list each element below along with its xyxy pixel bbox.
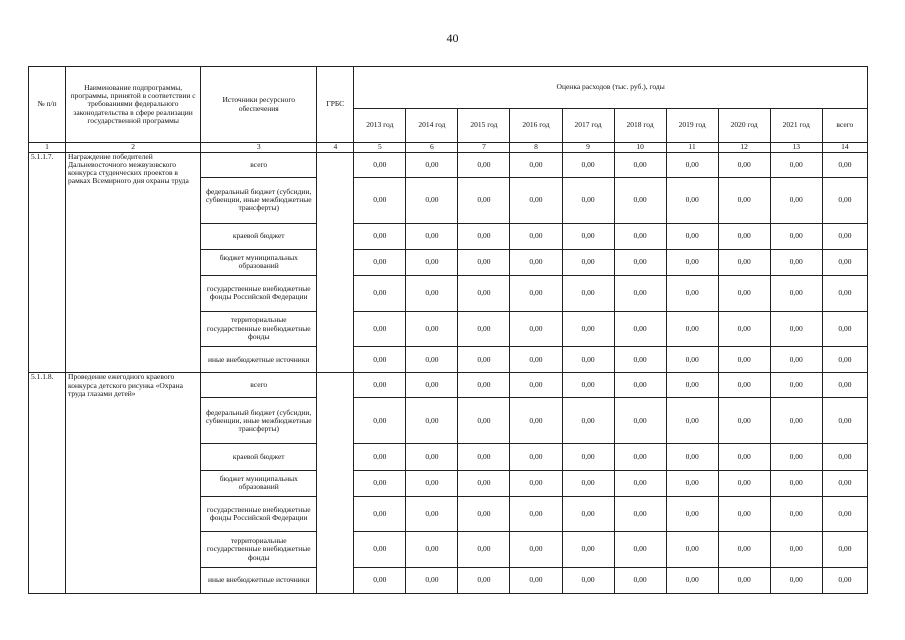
amount-cell: 0,00	[718, 152, 770, 177]
header-estimate: Оценка расходов (тыс. руб.), годы	[354, 67, 868, 109]
amount-cell: 0,00	[718, 276, 770, 312]
amount-cell: 0,00	[822, 470, 867, 496]
amount-cell: 0,00	[562, 276, 614, 312]
column-number-row	[29, 143, 868, 153]
column-number: 3	[201, 143, 317, 153]
amount-cell: 0,00	[354, 567, 406, 593]
amount-cell: 0,00	[614, 532, 666, 568]
amount-cell: 0,00	[406, 347, 458, 373]
amount-cell: 0,00	[822, 152, 867, 177]
amount-cell: 0,00	[822, 398, 867, 444]
amount-cell: 0,00	[614, 347, 666, 373]
amount-cell: 0,00	[770, 347, 822, 373]
amount-cell: 0,00	[718, 532, 770, 568]
amount-cell: 0,00	[718, 398, 770, 444]
amount-cell: 0,00	[510, 347, 562, 373]
header-name: Наименование подпрограммы, программы, принятой в соответствии с требованиями федерального законодательства в сфере реализации государственной программы	[66, 67, 201, 143]
header-year: 2013 год	[354, 109, 406, 143]
amount-cell: 0,00	[666, 223, 718, 249]
column-number: 8	[510, 143, 562, 153]
column-number: 11	[666, 143, 718, 153]
amount-cell: 0,00	[510, 470, 562, 496]
funding-source: всего	[201, 152, 317, 177]
amount-cell: 0,00	[458, 177, 510, 223]
amount-cell: 0,00	[770, 567, 822, 593]
amount-cell: 0,00	[822, 444, 867, 470]
amount-cell: 0,00	[354, 177, 406, 223]
amount-cell: 0,00	[770, 398, 822, 444]
header-year: 2019 год	[666, 109, 718, 143]
amount-cell: 0,00	[406, 249, 458, 275]
funding-source: бюджет муниципальных образований	[201, 249, 317, 275]
amount-cell: 0,00	[770, 470, 822, 496]
funding-source: краевой бюджет	[201, 223, 317, 249]
amount-cell: 0,00	[510, 223, 562, 249]
column-number: 4	[317, 143, 354, 153]
amount-cell: 0,00	[666, 152, 718, 177]
header-year: 2020 год	[718, 109, 770, 143]
amount-cell: 0,00	[614, 249, 666, 275]
amount-cell: 0,00	[354, 496, 406, 532]
column-number: 14	[822, 143, 867, 153]
header-source: Источники ресурсного обеспечения	[201, 67, 317, 143]
grbs-cell	[317, 152, 354, 373]
amount-cell: 0,00	[666, 444, 718, 470]
funding-source: иные внебюджетные источники	[201, 567, 317, 593]
column-number: 13	[770, 143, 822, 153]
amount-cell: 0,00	[770, 223, 822, 249]
amount-cell: 0,00	[406, 311, 458, 347]
amount-cell: 0,00	[510, 532, 562, 568]
amount-cell: 0,00	[406, 398, 458, 444]
amount-cell: 0,00	[666, 347, 718, 373]
amount-cell: 0,00	[718, 470, 770, 496]
amount-cell: 0,00	[458, 249, 510, 275]
amount-cell: 0,00	[562, 347, 614, 373]
funding-source: иные внебюджетные источники	[201, 347, 317, 373]
amount-cell: 0,00	[510, 398, 562, 444]
amount-cell: 0,00	[510, 152, 562, 177]
header-year: 2021 год	[770, 109, 822, 143]
funding-source: территориальные государственные внебюджетные фонды	[201, 311, 317, 347]
amount-cell: 0,00	[562, 152, 614, 177]
amount-cell: 0,00	[666, 249, 718, 275]
amount-cell: 0,00	[354, 223, 406, 249]
header-year: 2015 год	[458, 109, 510, 143]
amount-cell: 0,00	[770, 373, 822, 398]
header-year: 2016 год	[510, 109, 562, 143]
amount-cell: 0,00	[822, 567, 867, 593]
amount-cell: 0,00	[822, 276, 867, 312]
amount-cell: 0,00	[406, 496, 458, 532]
amount-cell: 0,00	[614, 311, 666, 347]
amount-cell: 0,00	[666, 532, 718, 568]
amount-cell: 0,00	[510, 177, 562, 223]
amount-cell: 0,00	[406, 373, 458, 398]
funding-source: краевой бюджет	[201, 444, 317, 470]
amount-cell: 0,00	[562, 223, 614, 249]
amount-cell: 0,00	[354, 152, 406, 177]
amount-cell: 0,00	[666, 276, 718, 312]
column-number: 12	[718, 143, 770, 153]
amount-cell: 0,00	[718, 177, 770, 223]
amount-cell: 0,00	[614, 444, 666, 470]
column-number: 7	[458, 143, 510, 153]
amount-cell: 0,00	[666, 398, 718, 444]
amount-cell: 0,00	[718, 311, 770, 347]
amount-cell: 0,00	[510, 444, 562, 470]
amount-cell: 0,00	[718, 373, 770, 398]
budget-table	[28, 66, 868, 594]
column-number: 6	[406, 143, 458, 153]
amount-cell: 0,00	[562, 249, 614, 275]
amount-cell: 0,00	[614, 276, 666, 312]
amount-cell: 0,00	[354, 470, 406, 496]
amount-cell: 0,00	[354, 398, 406, 444]
amount-cell: 0,00	[406, 532, 458, 568]
amount-cell: 0,00	[406, 177, 458, 223]
amount-cell: 0,00	[458, 311, 510, 347]
amount-cell: 0,00	[510, 276, 562, 312]
amount-cell: 0,00	[666, 470, 718, 496]
amount-cell: 0,00	[770, 249, 822, 275]
column-number: 2	[66, 143, 201, 153]
funding-source: бюджет муниципальных образований	[201, 470, 317, 496]
amount-cell: 0,00	[822, 177, 867, 223]
amount-cell: 0,00	[458, 398, 510, 444]
amount-cell: 0,00	[406, 223, 458, 249]
header-total: всего	[822, 109, 867, 143]
amount-cell: 0,00	[718, 496, 770, 532]
amount-cell: 0,00	[354, 373, 406, 398]
amount-cell: 0,00	[458, 373, 510, 398]
amount-cell: 0,00	[822, 347, 867, 373]
section-code: 5.1.1.7.	[29, 152, 66, 373]
amount-cell: 0,00	[822, 373, 867, 398]
amount-cell: 0,00	[614, 470, 666, 496]
amount-cell: 0,00	[406, 152, 458, 177]
amount-cell: 0,00	[510, 249, 562, 275]
funding-source: государственные внебюджетные фонды Российской Федерации	[201, 496, 317, 532]
amount-cell: 0,00	[458, 444, 510, 470]
table-row	[29, 373, 868, 398]
column-number: 10	[614, 143, 666, 153]
amount-cell: 0,00	[770, 532, 822, 568]
header-year: 2014 год	[406, 109, 458, 143]
amount-cell: 0,00	[510, 373, 562, 398]
amount-cell: 0,00	[406, 444, 458, 470]
header-year: 2018 год	[614, 109, 666, 143]
amount-cell: 0,00	[666, 311, 718, 347]
amount-cell: 0,00	[562, 496, 614, 532]
amount-cell: 0,00	[666, 496, 718, 532]
header-num: № п/п	[29, 67, 66, 143]
amount-cell: 0,00	[562, 373, 614, 398]
amount-cell: 0,00	[354, 276, 406, 312]
amount-cell: 0,00	[458, 496, 510, 532]
funding-source: всего	[201, 373, 317, 398]
amount-cell: 0,00	[718, 567, 770, 593]
amount-cell: 0,00	[562, 177, 614, 223]
amount-cell: 0,00	[666, 567, 718, 593]
section-title: Награждение победителей Дальневосточного межвузовского конкурса студенческих проектов в рамках Всемирного дня охраны труда	[66, 152, 201, 373]
amount-cell: 0,00	[354, 311, 406, 347]
table-row	[29, 152, 868, 177]
amount-cell: 0,00	[614, 177, 666, 223]
amount-cell: 0,00	[562, 567, 614, 593]
amount-cell: 0,00	[718, 444, 770, 470]
amount-cell: 0,00	[510, 496, 562, 532]
grbs-cell	[317, 373, 354, 594]
amount-cell: 0,00	[354, 444, 406, 470]
amount-cell: 0,00	[354, 532, 406, 568]
section-title: Проведение ежегодного краевого конкурса детского рисунка «Охрана труда глазами детей»	[66, 373, 201, 594]
amount-cell: 0,00	[718, 249, 770, 275]
funding-source: государственные внебюджетные фонды Российской Федерации	[201, 276, 317, 312]
amount-cell: 0,00	[562, 470, 614, 496]
amount-cell: 0,00	[510, 311, 562, 347]
amount-cell: 0,00	[458, 223, 510, 249]
amount-cell: 0,00	[562, 311, 614, 347]
column-number: 9	[562, 143, 614, 153]
amount-cell: 0,00	[666, 177, 718, 223]
header-year: 2017 год	[562, 109, 614, 143]
amount-cell: 0,00	[614, 496, 666, 532]
amount-cell: 0,00	[562, 444, 614, 470]
page-number: 40	[446, 31, 459, 45]
amount-cell: 0,00	[770, 177, 822, 223]
section-code: 5.1.1.8.	[29, 373, 66, 594]
amount-cell: 0,00	[614, 223, 666, 249]
funding-source: территориальные государственные внебюджетные фонды	[201, 532, 317, 568]
amount-cell: 0,00	[614, 398, 666, 444]
amount-cell: 0,00	[406, 567, 458, 593]
amount-cell: 0,00	[822, 223, 867, 249]
amount-cell: 0,00	[406, 470, 458, 496]
column-number: 5	[354, 143, 406, 153]
funding-source: федеральный бюджет (субсидии, субвенции, иные межбюджетные трансферты)	[201, 177, 317, 223]
column-number: 1	[29, 143, 66, 153]
amount-cell: 0,00	[614, 373, 666, 398]
amount-cell: 0,00	[354, 347, 406, 373]
amount-cell: 0,00	[770, 152, 822, 177]
amount-cell: 0,00	[562, 532, 614, 568]
amount-cell: 0,00	[770, 496, 822, 532]
amount-cell: 0,00	[822, 496, 867, 532]
amount-cell: 0,00	[458, 152, 510, 177]
funding-source: федеральный бюджет (субсидии, субвенции, иные межбюджетные трансферты)	[201, 398, 317, 444]
amount-cell: 0,00	[718, 223, 770, 249]
amount-cell: 0,00	[562, 398, 614, 444]
amount-cell: 0,00	[666, 373, 718, 398]
amount-cell: 0,00	[458, 532, 510, 568]
amount-cell: 0,00	[770, 311, 822, 347]
amount-cell: 0,00	[406, 276, 458, 312]
amount-cell: 0,00	[770, 276, 822, 312]
amount-cell: 0,00	[718, 347, 770, 373]
amount-cell: 0,00	[614, 567, 666, 593]
amount-cell: 0,00	[614, 152, 666, 177]
amount-cell: 0,00	[770, 444, 822, 470]
amount-cell: 0,00	[458, 276, 510, 312]
amount-cell: 0,00	[822, 532, 867, 568]
amount-cell: 0,00	[458, 567, 510, 593]
header-grbs: ГРБС	[317, 67, 354, 143]
amount-cell: 0,00	[354, 249, 406, 275]
amount-cell: 0,00	[822, 311, 867, 347]
amount-cell: 0,00	[458, 347, 510, 373]
amount-cell: 0,00	[822, 249, 867, 275]
amount-cell: 0,00	[510, 567, 562, 593]
amount-cell: 0,00	[458, 470, 510, 496]
